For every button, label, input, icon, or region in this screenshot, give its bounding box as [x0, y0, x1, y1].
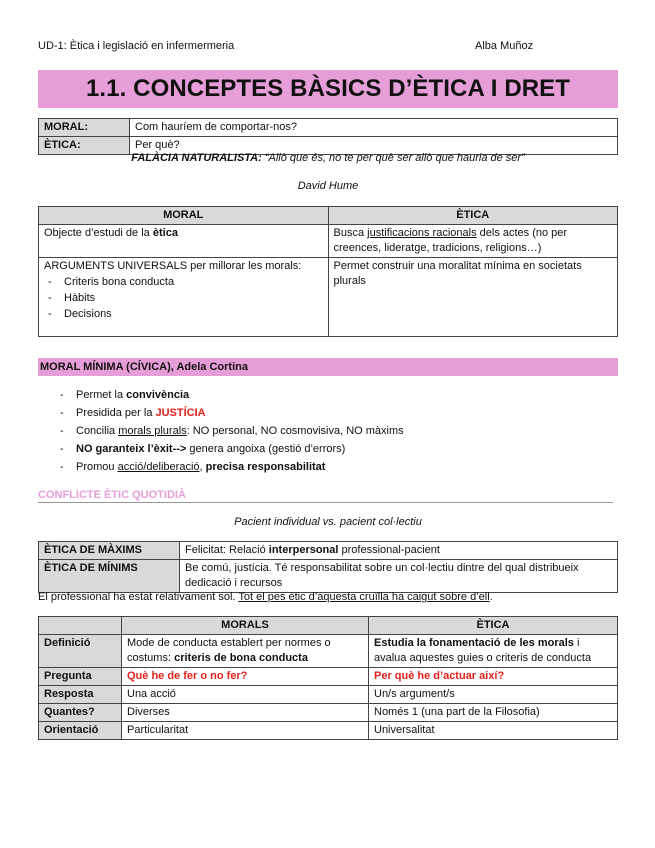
- cell-text: Mode de conducta establert per normes o costums:: [127, 637, 331, 664]
- moral-list: [44, 274, 323, 322]
- table-row: [39, 704, 618, 722]
- moral-etica-table: [38, 206, 618, 337]
- cell-text: professional-pacient: [338, 544, 440, 556]
- table-row: [39, 225, 618, 258]
- cell-underline: justificacions racionals: [367, 227, 477, 239]
- table-row: [39, 542, 618, 560]
- item-bold: NO garanteix l’èxit-->: [76, 443, 187, 455]
- item-text: Permet la: [76, 389, 127, 401]
- item-underline: acció/deliberació: [117, 461, 200, 473]
- fallacy-author: David Hume: [297, 180, 359, 192]
- item-red: JUSTÍCIA: [155, 407, 206, 419]
- row-value: [180, 542, 618, 560]
- fallacy-quote: [38, 152, 618, 164]
- cell-etica: [369, 635, 618, 668]
- definition-table: [38, 118, 618, 155]
- cell-morals: Una acció: [122, 686, 369, 704]
- table-row: [39, 668, 618, 686]
- cell-text: Felicitat: Relació: [185, 544, 269, 556]
- col-header-etica: ÈTICA: [369, 617, 618, 635]
- cell-text: i avalua aquestes guies o criteris de conducta: [374, 637, 592, 664]
- list-item: [56, 404, 616, 422]
- list-item: [56, 422, 616, 440]
- table-row: [39, 258, 618, 337]
- cell-bold: criteris de bona conducta: [174, 652, 308, 664]
- table-row: [39, 635, 618, 668]
- cell-bold: Estudia la fonamentació de les morals: [374, 637, 574, 649]
- cell-text: Objecte d’estudi de la: [44, 227, 153, 239]
- table-header-row: [39, 207, 618, 225]
- cell-etica: Per què he d’actuar així?: [369, 668, 618, 686]
- note-text: El professional ha estat relativament sol.: [38, 591, 239, 603]
- fallacy-label: FALÀCIA NATURALISTA:: [131, 152, 262, 164]
- cell-etica: Només 1 (una part de la Filosofia): [369, 704, 618, 722]
- row-value: Be comú, justícia. Té responsabilitat sobre un col·lectiu dintre del qual distribueix dedicació i recursos: [180, 560, 618, 593]
- section-title-moral-minima: MORAL MÍNIMA (CÍVICA), Adela Cortina: [38, 358, 618, 376]
- moral-minima-list: [56, 386, 616, 476]
- row-label: Quantes?: [39, 704, 122, 722]
- item-text: genera angoixa (gestió d’errors): [186, 443, 346, 455]
- morals-etica-compare-table: [38, 616, 618, 740]
- cell-morals: [122, 635, 369, 668]
- list-item: - Decisions: [44, 306, 323, 322]
- header-left: UD-1: Ètica i legislació en infermermeria: [38, 40, 235, 52]
- conflicte-subtitle: Pacient individual vs. pacient col·lectiu: [234, 516, 422, 528]
- cell-moral: [39, 258, 329, 337]
- def-value: Com hauríem de comportar-nos?: [130, 119, 618, 137]
- item-text: ,: [199, 461, 206, 473]
- table-row: [39, 722, 618, 740]
- row-label: ÈTICA DE MÍNIMS: [39, 560, 180, 593]
- def-label: MORAL:: [39, 119, 130, 137]
- row-label: Orientació: [39, 722, 122, 740]
- list-item: [56, 440, 616, 458]
- row-label: Pregunta: [39, 668, 122, 686]
- def-value: Per què?: [130, 137, 618, 155]
- item-text: : NO personal, NO cosmovisiva, NO màxims: [186, 425, 404, 437]
- item-text: Concilia: [76, 425, 119, 437]
- item-text: Promou: [76, 461, 118, 473]
- cell-morals: Particularitat: [122, 722, 369, 740]
- cell-etica: Permet construir una moralitat mínima en societats plurals: [328, 258, 618, 337]
- header-right: Alba Muñoz: [475, 40, 534, 52]
- row-label: Resposta: [39, 686, 122, 704]
- table-header-row: [39, 617, 618, 635]
- row-label: Definició: [39, 635, 122, 668]
- item-underline: morals plurals: [118, 425, 187, 437]
- col-header-moral: MORAL: [39, 207, 329, 225]
- def-label: ÈTICA:: [39, 137, 130, 155]
- cell-etica: Universalitat: [369, 722, 618, 740]
- page-title: 1.1. CONCEPTES BÀSICS D’ÈTICA I DRET: [38, 70, 618, 108]
- cell-text: Busca: [333, 227, 368, 239]
- cell-etica: [328, 225, 618, 258]
- fallacy-text: “Allò que és, no te per què ser allò que hauria de ser”: [264, 152, 525, 164]
- item-text: Presidida per la: [76, 407, 156, 419]
- cell-bold: interpersonal: [268, 544, 339, 556]
- cell-bold: ètica: [152, 227, 178, 239]
- table-row: [39, 119, 618, 137]
- row-label: ÈTICA DE MÀXIMS: [39, 542, 180, 560]
- list-item: [56, 386, 616, 404]
- cell-text: ARGUMENTS UNIVERSALS per millorar les morals:: [44, 260, 302, 272]
- list-item: [56, 458, 616, 476]
- table-row: [39, 686, 618, 704]
- col-header-etica: ÈTICA: [328, 207, 618, 225]
- table-row: [39, 560, 618, 593]
- cell-moral: [39, 225, 329, 258]
- cell-morals: Diverses: [122, 704, 369, 722]
- cell-etica: Un/s argument/s: [369, 686, 618, 704]
- note-underline: Tot el pes ètic d’aquesta cruïlla ha caigut sobre d’ell: [238, 591, 490, 603]
- section-title-conflicte: CONFLICTE ÈTIC QUOTIDIÀ: [38, 488, 613, 503]
- list-item: - Hàbits: [44, 290, 323, 306]
- item-bold: convivència: [126, 389, 190, 401]
- note-text: .: [489, 591, 493, 603]
- item-bold: precisa responsabilitat: [205, 461, 326, 473]
- cell-text: dels actes (no per creences, lideratge, tradicions, religions…): [333, 227, 568, 254]
- professional-note: [38, 591, 628, 603]
- cell-morals: Què he de fer o no fer?: [122, 668, 369, 686]
- col-header-morals: MORALS: [122, 617, 369, 635]
- maxims-minims-table: [38, 541, 618, 593]
- col-header-empty: [39, 617, 122, 635]
- list-item: - Criteris bona conducta: [44, 274, 323, 290]
